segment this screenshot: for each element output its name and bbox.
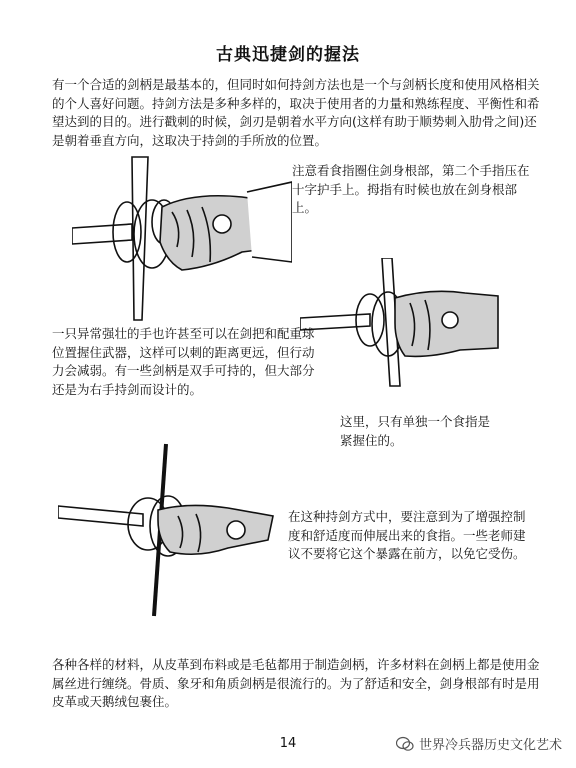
- note-single-finger: 这里，只有单独一个食指是紧握住的。: [340, 414, 491, 448]
- intro-paragraph: 有一个合适的剑柄是最基本的，但同时如何持剑方法也是一个与剑柄长度和使用风格相关的个人喜好问题。持剑方法是多种多样的，取决于使用者的力量和熟练程度、平衡性和希望达到的目的。进行戳刺的时候，剑刃是朝着水平方向(这样有助于顺势刺入肋骨之间)还是朝着垂直方向，这取决于持剑的手所放的位置。: [52, 77, 540, 148]
- note-index-finger: 注意看食指圈住剑身根部，第二个手指压在十字护手上。拇指有时候也放在剑身根部上。: [292, 163, 530, 215]
- chat-bubble-icon: [396, 736, 414, 752]
- note-forefinger-exposed: 在这种持剑方式中，要注意到为了增强控制度和舒适度而伸展出来的食指。一些老师建议不要将它这个暴露在前方，以免它受伤。: [288, 509, 526, 561]
- note-strong-hand: 一只异常强壮的手也许甚至可以在剑把和配重球位置握住武器，这样可以刺的距离更远，但行动力会减弱。有一些剑柄是双手可持的，但大部分还是为右手持剑而设计的。: [52, 326, 315, 397]
- grip-illustration-strong-hand: [300, 258, 500, 388]
- page-number: 14: [279, 736, 297, 751]
- grip-illustration-forefinger: [58, 440, 288, 620]
- watermark: [396, 734, 562, 753]
- grip-illustration-index-finger: [72, 152, 292, 322]
- materials-paragraph: 各种各样的材料，从皮革到布料或是毛毡都用于制造剑柄，许多材料在剑柄上都是使用金属丝进行缠绕。骨质、象牙和角质剑柄是很流行的。为了舒适和安全，剑身根部有时是用皮革或天鹅绒包裹住。: [52, 657, 540, 709]
- page-title: 古典迅捷剑的握法: [216, 45, 360, 65]
- watermark-text: 世界冷兵器历史文化艺术: [418, 738, 562, 753]
